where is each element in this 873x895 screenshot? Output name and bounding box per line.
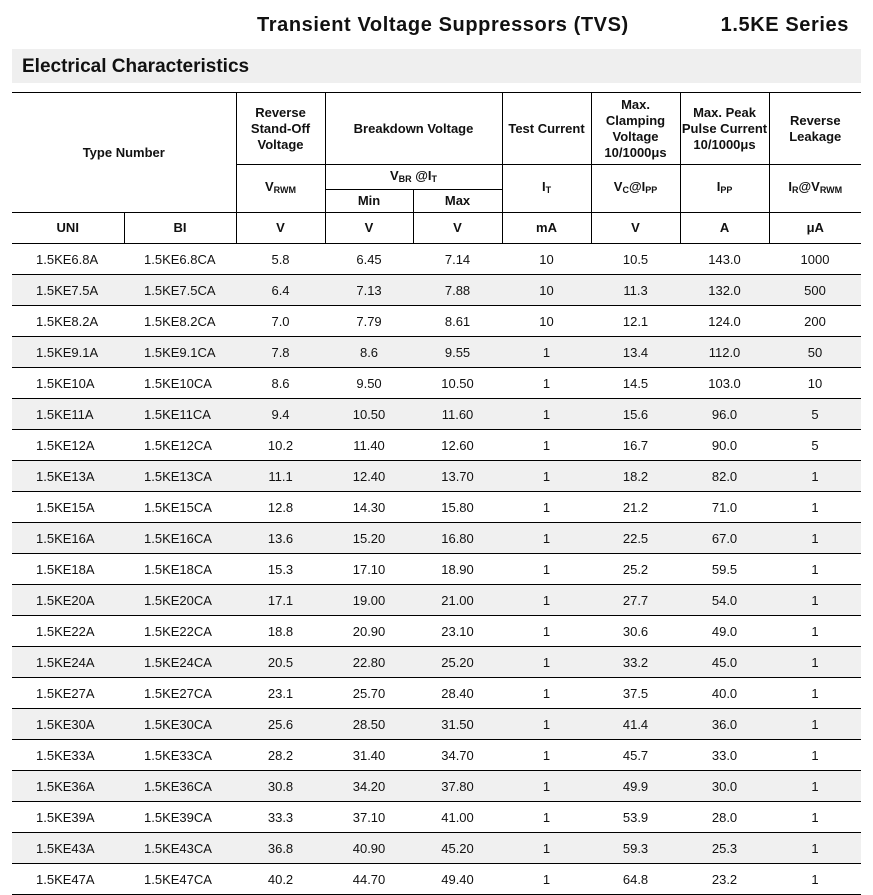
cell-vbr-max: 7.88 (413, 275, 502, 306)
cell-uni-part: 1.5KE7.5A (12, 275, 124, 306)
cell-bi-part: 1.5KE36CA (124, 771, 236, 802)
cell-vbr-min: 25.70 (325, 678, 413, 709)
cell-ipp: 54.0 (680, 585, 769, 616)
cell-vc: 25.2 (591, 554, 680, 585)
cell-uni-part: 1.5KE11A (12, 399, 124, 430)
table-row (12, 616, 861, 647)
table-row (12, 585, 861, 616)
cell-vc: 49.9 (591, 771, 680, 802)
cell-vrwm: 25.6 (236, 709, 325, 740)
cell-it: 1 (502, 833, 591, 864)
cell-ir: 1 (769, 647, 861, 678)
cell-vbr-min: 6.45 (325, 244, 413, 275)
cell-vbr-min: 10.50 (325, 399, 413, 430)
cell-vbr-min: 15.20 (325, 523, 413, 554)
cell-vc: 10.5 (591, 244, 680, 275)
cell-vbr-max: 9.55 (413, 337, 502, 368)
cell-vbr-min: 44.70 (325, 864, 413, 895)
cell-ipp: 28.0 (680, 802, 769, 833)
cell-uni-part: 1.5KE27A (12, 678, 124, 709)
breakdown-voltage-header: Breakdown Voltage (325, 93, 502, 165)
cell-vrwm: 6.4 (236, 275, 325, 306)
cell-it: 1 (502, 554, 591, 585)
cell-vbr-min: 11.40 (325, 430, 413, 461)
cell-it: 1 (502, 368, 591, 399)
cell-vc: 11.3 (591, 275, 680, 306)
cell-it: 1 (502, 802, 591, 833)
cell-ipp: 103.0 (680, 368, 769, 399)
cell-vbr-max: 25.20 (413, 647, 502, 678)
unit-uni: UNI (12, 213, 124, 244)
cell-vc: 30.6 (591, 616, 680, 647)
unit-vrwm: V (236, 213, 325, 244)
ipp-symbol: $I_{PP}$ (680, 165, 769, 213)
cell-bi-part: 1.5KE13CA (124, 461, 236, 492)
unit-ipp: A (680, 213, 769, 244)
cell-ir: 5 (769, 430, 861, 461)
unit-vc: V (591, 213, 680, 244)
cell-ir: 1 (769, 616, 861, 647)
cell-bi-part: 1.5KE15CA (124, 492, 236, 523)
table-row (12, 492, 861, 523)
cell-vrwm: 10.2 (236, 430, 325, 461)
cell-vbr-max: 8.61 (413, 306, 502, 337)
cell-bi-part: 1.5KE39CA (124, 802, 236, 833)
cell-uni-part: 1.5KE43A (12, 833, 124, 864)
cell-vrwm: 17.1 (236, 585, 325, 616)
cell-ipp: 25.3 (680, 833, 769, 864)
table-row (12, 275, 861, 306)
cell-it: 1 (502, 523, 591, 554)
table-row (12, 523, 861, 554)
cell-vbr-max: 41.00 (413, 802, 502, 833)
cell-ir: 1 (769, 461, 861, 492)
cell-vrwm: 33.3 (236, 802, 325, 833)
unit-bi: BI (124, 213, 236, 244)
cell-vbr-min: 19.00 (325, 585, 413, 616)
cell-vbr-max: 10.50 (413, 368, 502, 399)
table-row (12, 740, 861, 771)
cell-uni-part: 1.5KE30A (12, 709, 124, 740)
cell-bi-part: 1.5KE47CA (124, 864, 236, 895)
cell-ir: 50 (769, 337, 861, 368)
unit-ir: μA (769, 213, 861, 244)
cell-vc: 45.7 (591, 740, 680, 771)
cell-vrwm: 36.8 (236, 833, 325, 864)
cell-uni-part: 1.5KE33A (12, 740, 124, 771)
cell-ipp: 36.0 (680, 709, 769, 740)
cell-ir: 1 (769, 678, 861, 709)
cell-vbr-max: 12.60 (413, 430, 502, 461)
cell-vbr-max: 7.14 (413, 244, 502, 275)
cell-it: 1 (502, 399, 591, 430)
cell-uni-part: 1.5KE16A (12, 523, 124, 554)
section-header (12, 49, 861, 83)
cell-vbr-min: 31.40 (325, 740, 413, 771)
cell-vrwm: 5.8 (236, 244, 325, 275)
table-row (12, 771, 861, 802)
cell-ipp: 124.0 (680, 306, 769, 337)
table-row (12, 337, 861, 368)
cell-it: 1 (502, 585, 591, 616)
cell-vbr-min: 12.40 (325, 461, 413, 492)
cell-vbr-max: 23.10 (413, 616, 502, 647)
cell-vbr-max: 15.80 (413, 492, 502, 523)
cell-it: 1 (502, 740, 591, 771)
cell-vc: 33.2 (591, 647, 680, 678)
unit-it: mA (502, 213, 591, 244)
cell-bi-part: 1.5KE9.1CA (124, 337, 236, 368)
cell-ipp: 112.0 (680, 337, 769, 368)
cell-vc: 18.2 (591, 461, 680, 492)
cell-vrwm: 15.3 (236, 554, 325, 585)
cell-it: 1 (502, 647, 591, 678)
cell-vbr-min: 17.10 (325, 554, 413, 585)
clamping-voltage-header: Max. Clamping Voltage 10/1000μs (591, 93, 680, 165)
cell-ipp: 30.0 (680, 771, 769, 802)
cell-it: 1 (502, 709, 591, 740)
cell-ir: 1 (769, 585, 861, 616)
document-title: Transient Voltage Suppressors (TVS) (257, 14, 629, 36)
cell-it: 1 (502, 492, 591, 523)
cell-vbr-max: 37.80 (413, 771, 502, 802)
cell-it: 1 (502, 678, 591, 709)
cell-it: 1 (502, 337, 591, 368)
cell-vc: 15.6 (591, 399, 680, 430)
cell-uni-part: 1.5KE13A (12, 461, 124, 492)
cell-it: 1 (502, 461, 591, 492)
unit-vbr-max: V (413, 213, 502, 244)
cell-vbr-min: 28.50 (325, 709, 413, 740)
cell-ir: 1 (769, 523, 861, 554)
table-body (12, 244, 861, 895)
cell-ipp: 33.0 (680, 740, 769, 771)
cell-vrwm: 9.4 (236, 399, 325, 430)
cell-vc: 64.8 (591, 864, 680, 895)
cell-vbr-min: 34.20 (325, 771, 413, 802)
cell-bi-part: 1.5KE30CA (124, 709, 236, 740)
table-row (12, 461, 861, 492)
cell-vrwm: 7.0 (236, 306, 325, 337)
cell-ir: 1 (769, 864, 861, 895)
cell-vbr-min: 8.6 (325, 337, 413, 368)
ir-symbol: $I_R@V_{RWM}$ (769, 165, 861, 213)
cell-uni-part: 1.5KE8.2A (12, 306, 124, 337)
cell-vbr-max: 49.40 (413, 864, 502, 895)
cell-bi-part: 1.5KE33CA (124, 740, 236, 771)
cell-vrwm: 30.8 (236, 771, 325, 802)
cell-vbr-min: 20.90 (325, 616, 413, 647)
cell-vc: 37.5 (591, 678, 680, 709)
table-row (12, 802, 861, 833)
cell-vbr-min: 40.90 (325, 833, 413, 864)
cell-bi-part: 1.5KE7.5CA (124, 275, 236, 306)
type-number-header: Type Number (12, 93, 236, 213)
cell-vc: 22.5 (591, 523, 680, 554)
cell-vbr-max: 34.70 (413, 740, 502, 771)
cell-vc: 41.4 (591, 709, 680, 740)
cell-bi-part: 1.5KE22CA (124, 616, 236, 647)
cell-uni-part: 1.5KE18A (12, 554, 124, 585)
cell-bi-part: 1.5KE8.2CA (124, 306, 236, 337)
cell-bi-part: 1.5KE16CA (124, 523, 236, 554)
cell-uni-part: 1.5KE39A (12, 802, 124, 833)
electrical-characteristics-table (12, 92, 861, 895)
cell-vc: 14.5 (591, 368, 680, 399)
cell-vrwm: 23.1 (236, 678, 325, 709)
cell-vbr-max: 21.00 (413, 585, 502, 616)
cell-ir: 1000 (769, 244, 861, 275)
cell-ir: 1 (769, 709, 861, 740)
unit-vbr-min: V (325, 213, 413, 244)
table-row (12, 709, 861, 740)
document-header (0, 0, 873, 46)
cell-vbr-max: 18.90 (413, 554, 502, 585)
table-row (12, 678, 861, 709)
cell-vbr-max: 16.80 (413, 523, 502, 554)
cell-it: 1 (502, 616, 591, 647)
cell-vbr-min: 7.13 (325, 275, 413, 306)
cell-it: 1 (502, 864, 591, 895)
cell-uni-part: 1.5KE6.8A (12, 244, 124, 275)
cell-bi-part: 1.5KE24CA (124, 647, 236, 678)
cell-uni-part: 1.5KE15A (12, 492, 124, 523)
table-row (12, 244, 861, 275)
cell-ir: 200 (769, 306, 861, 337)
cell-ipp: 40.0 (680, 678, 769, 709)
table-row (12, 368, 861, 399)
cell-vbr-min: 37.10 (325, 802, 413, 833)
cell-vrwm: 18.8 (236, 616, 325, 647)
cell-vbr-max: 28.40 (413, 678, 502, 709)
vbr-min-header: Min (325, 190, 413, 213)
table-row (12, 430, 861, 461)
vbr-max-header: Max (413, 190, 502, 213)
cell-vbr-min: 7.79 (325, 306, 413, 337)
cell-vc: 13.4 (591, 337, 680, 368)
cell-vc: 59.3 (591, 833, 680, 864)
table-row (12, 306, 861, 337)
cell-vrwm: 40.2 (236, 864, 325, 895)
cell-ir: 1 (769, 833, 861, 864)
series-name: 1.5KE Series (720, 14, 849, 36)
cell-ir: 1 (769, 802, 861, 833)
table-row (12, 399, 861, 430)
cell-ir: 1 (769, 740, 861, 771)
cell-bi-part: 1.5KE12CA (124, 430, 236, 461)
cell-ir: 1 (769, 554, 861, 585)
cell-vc: 12.1 (591, 306, 680, 337)
test-current-header: Test Current (502, 93, 591, 165)
cell-uni-part: 1.5KE10A (12, 368, 124, 399)
cell-vc: 16.7 (591, 430, 680, 461)
cell-vrwm: 8.6 (236, 368, 325, 399)
cell-vrwm: 13.6 (236, 523, 325, 554)
cell-ipp: 59.5 (680, 554, 769, 585)
cell-ipp: 90.0 (680, 430, 769, 461)
cell-it: 1 (502, 771, 591, 802)
cell-vc: 21.2 (591, 492, 680, 523)
cell-vbr-max: 13.70 (413, 461, 502, 492)
vc-symbol: $V_C@I_{PP}$ (591, 165, 680, 213)
peak-pulse-current-header: Max. Peak Pulse Current 10/1000μs (680, 93, 769, 165)
cell-uni-part: 1.5KE9.1A (12, 337, 124, 368)
cell-bi-part: 1.5KE10CA (124, 368, 236, 399)
cell-vbr-max: 31.50 (413, 709, 502, 740)
section-title: Electrical Characteristics (22, 56, 250, 77)
vrwm-symbol: $V_{RWM}$ (236, 165, 325, 213)
vbr-symbol: $V_{BR}$ $@I_T$ (325, 165, 502, 190)
cell-bi-part: 1.5KE20CA (124, 585, 236, 616)
cell-vbr-max: 45.20 (413, 833, 502, 864)
cell-ipp: 45.0 (680, 647, 769, 678)
cell-ipp: 132.0 (680, 275, 769, 306)
cell-ir: 1 (769, 492, 861, 523)
cell-vc: 53.9 (591, 802, 680, 833)
cell-ir: 500 (769, 275, 861, 306)
cell-uni-part: 1.5KE20A (12, 585, 124, 616)
cell-bi-part: 1.5KE43CA (124, 833, 236, 864)
cell-ir: 5 (769, 399, 861, 430)
cell-bi-part: 1.5KE27CA (124, 678, 236, 709)
table-row (12, 554, 861, 585)
cell-uni-part: 1.5KE36A (12, 771, 124, 802)
it-symbol: $I_T$ (502, 165, 591, 213)
cell-uni-part: 1.5KE12A (12, 430, 124, 461)
cell-ipp: 49.0 (680, 616, 769, 647)
table-row (12, 864, 861, 895)
cell-vrwm: 28.2 (236, 740, 325, 771)
cell-vrwm: 12.8 (236, 492, 325, 523)
cell-ir: 10 (769, 368, 861, 399)
cell-ipp: 143.0 (680, 244, 769, 275)
cell-vbr-min: 22.80 (325, 647, 413, 678)
cell-ir: 1 (769, 771, 861, 802)
cell-vbr-min: 9.50 (325, 368, 413, 399)
cell-vrwm: 11.1 (236, 461, 325, 492)
table-row (12, 833, 861, 864)
cell-ipp: 96.0 (680, 399, 769, 430)
cell-ipp: 23.2 (680, 864, 769, 895)
table-row (12, 647, 861, 678)
cell-bi-part: 1.5KE18CA (124, 554, 236, 585)
cell-it: 10 (502, 306, 591, 337)
cell-vbr-min: 14.30 (325, 492, 413, 523)
cell-vc: 27.7 (591, 585, 680, 616)
cell-vrwm: 20.5 (236, 647, 325, 678)
cell-uni-part: 1.5KE22A (12, 616, 124, 647)
reverse-standoff-header: Reverse Stand-Off Voltage (236, 93, 325, 165)
cell-uni-part: 1.5KE24A (12, 647, 124, 678)
cell-it: 10 (502, 275, 591, 306)
cell-vrwm: 7.8 (236, 337, 325, 368)
reverse-leakage-header: Reverse Leakage (769, 93, 861, 165)
cell-it: 10 (502, 244, 591, 275)
cell-ipp: 67.0 (680, 523, 769, 554)
cell-uni-part: 1.5KE47A (12, 864, 124, 895)
cell-ipp: 82.0 (680, 461, 769, 492)
cell-bi-part: 1.5KE6.8CA (124, 244, 236, 275)
cell-vbr-max: 11.60 (413, 399, 502, 430)
cell-bi-part: 1.5KE11CA (124, 399, 236, 430)
cell-ipp: 71.0 (680, 492, 769, 523)
cell-it: 1 (502, 430, 591, 461)
